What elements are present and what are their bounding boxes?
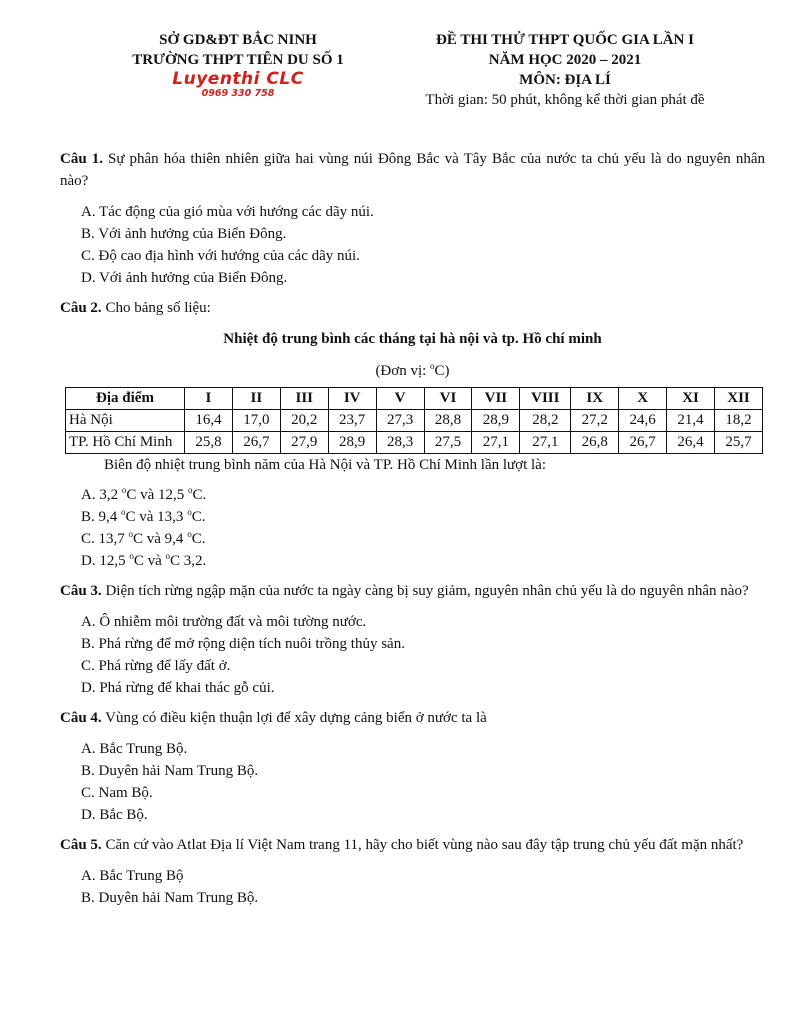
degree-symbol: o: [430, 361, 435, 371]
table-cell: 16,4: [185, 410, 233, 432]
option-a: A. Ô nhiễm môi trường đất và môi tường nước.: [81, 614, 367, 630]
option-text: C và 13,3: [125, 509, 188, 525]
header-cell: X: [619, 388, 667, 410]
option-text: C và 9,4: [133, 531, 188, 547]
option-text: C và 12,5: [126, 487, 189, 503]
table-cell: 26,7: [232, 432, 280, 454]
temperature-table: [65, 387, 763, 454]
exam-header: [0, 30, 800, 115]
option-c: [60, 528, 765, 550]
option-d: [60, 550, 765, 572]
option-b: B. Với ảnh hưởng của Biển Đông.: [81, 226, 287, 242]
header-cell: VII: [472, 388, 520, 410]
unit-suffix: C): [434, 363, 450, 379]
degree-symbol: o: [187, 529, 192, 539]
option-text: C.: [192, 487, 207, 503]
question-number: Câu 2.: [60, 300, 102, 316]
table-header-row: [66, 388, 763, 410]
option-a: A. Bắc Trung Bộ.: [81, 741, 188, 757]
table-cell: 27,5: [424, 432, 472, 454]
table-cell: 17,0: [232, 410, 280, 432]
option-a: [60, 484, 765, 506]
header-cell: IX: [571, 388, 619, 410]
option-a: A. Bắc Trung Bộ: [81, 868, 184, 884]
question-text: Vùng có điều kiện thuận lợi để xây dựng cảng biển ở nước ta là: [105, 710, 487, 726]
option-a: A. Tác động của gió mùa với hướng các dãy núi.: [81, 204, 374, 220]
option-text: C 3,2.: [170, 553, 207, 569]
table-cell: 28,8: [424, 410, 472, 432]
table-cell: 27,9: [280, 432, 328, 454]
question-number: Câu 4.: [60, 710, 102, 726]
option-b: B. Duyên hải Nam Trung Bộ.: [81, 763, 259, 779]
question-number: Câu 5.: [60, 837, 102, 853]
table-cell: 27,3: [376, 410, 424, 432]
header-cell: V: [376, 388, 424, 410]
header-cell: II: [232, 388, 280, 410]
question-2-options: [60, 484, 765, 572]
question-2-prompt: Biên độ nhiệt trung bình năm của Hà Nội và TP. Hồ Chí Minh lần lượt là:: [104, 457, 546, 473]
option-text: C.: [191, 531, 206, 547]
table-unit: [60, 360, 765, 382]
question-4-options: [60, 738, 765, 826]
table-cell: 28,9: [328, 432, 376, 454]
table-cell: 26,4: [667, 432, 715, 454]
option-d: D. Với ảnh hưởng của Biển Đông.: [81, 270, 288, 286]
degree-symbol: o: [128, 529, 134, 539]
unit-prefix: (Đơn vị:: [375, 363, 431, 379]
question-5-options: [60, 865, 765, 909]
question-2: [60, 297, 765, 319]
brand-phone: 0969 330 758: [201, 88, 275, 99]
option-text: D. 12,5: [81, 553, 130, 569]
table-row: [66, 410, 763, 432]
table-cell: 26,8: [571, 432, 619, 454]
question-1-options: [60, 201, 765, 289]
option-b: [60, 506, 765, 528]
table-cell: 27,1: [472, 432, 520, 454]
option-b: B. Duyên hải Nam Trung Bộ.: [81, 890, 259, 906]
degree-symbol: o: [129, 551, 134, 561]
header-cell: Địa điểm: [66, 388, 185, 410]
header-cell: IV: [328, 388, 376, 410]
question-1: [60, 148, 765, 192]
option-d: D. Phá rừng để khai thác gỗ củi.: [81, 680, 275, 696]
option-d: D. Bắc Bộ.: [81, 807, 148, 823]
table-cell: 27,2: [571, 410, 619, 432]
option-text: C. 13,7: [81, 531, 129, 547]
degree-symbol: o: [188, 485, 193, 495]
table-cell: 28,9: [472, 410, 520, 432]
table-cell: 26,7: [619, 432, 667, 454]
header-cell: I: [185, 388, 233, 410]
header-cell: XI: [667, 388, 715, 410]
degree-symbol: o: [121, 485, 127, 495]
option-c: C. Nam Bộ.: [81, 785, 153, 801]
table-cell: 23,7: [328, 410, 376, 432]
option-text: B. 9,4: [81, 509, 122, 525]
table-cell: 28,2: [520, 410, 571, 432]
question-text: Diện tích rừng ngập mặn của nước ta ngày càng bị suy giảm, nguyên nhân chủ yếu là do nguyên nhân nào?: [105, 583, 749, 599]
table-cell: 25,8: [185, 432, 233, 454]
degree-symbol: o: [187, 507, 192, 517]
question-number: Câu 1.: [60, 151, 103, 167]
exam-content: [60, 148, 765, 917]
table-cell: 27,1: [520, 432, 571, 454]
table-cell: 18,2: [715, 410, 763, 432]
option-text: A. 3,2: [81, 487, 122, 503]
exam-title-block: [400, 30, 730, 110]
table-cell: 28,3: [376, 432, 424, 454]
table-cell: 25,7: [715, 432, 763, 454]
option-b: B. Phá rừng để mở rộng diện tích nuôi trồng thủy sản.: [81, 636, 405, 652]
question-3-options: [60, 611, 765, 699]
table-row: [66, 432, 763, 454]
option-text: C và: [133, 553, 166, 569]
subject: MÔN: ĐỊA LÍ: [519, 72, 611, 88]
question-text: Căn cứ vào Atlat Địa lí Việt Nam trang 11, hãy cho biết vùng nào sau đây tập trung chủ yếu đất mặn nhất?: [105, 837, 744, 853]
school-year: NĂM HỌC 2020 – 2021: [488, 52, 642, 68]
question-number: Câu 3.: [60, 583, 102, 599]
table-cell: 24,6: [619, 410, 667, 432]
question-3: [60, 580, 765, 602]
question-4: [60, 707, 765, 729]
department-name: SỞ GD&ĐT BẮC NINH: [159, 32, 317, 48]
question-text: Cho bảng số liệu:: [105, 300, 211, 316]
question-5: [60, 834, 765, 856]
table-cell: 20,2: [280, 410, 328, 432]
header-cell: XII: [715, 388, 763, 410]
time-limit: Thời gian: 50 phút, không kể thời gian phát đề: [425, 92, 705, 108]
school-name: TRƯỜNG THPT TIÊN DU SỐ 1: [132, 52, 344, 68]
exam-title: ĐỀ THI THỬ THPT QUỐC GIA LẦN I: [436, 32, 694, 48]
question-text: Sự phân hóa thiên nhiên giữa hai vùng núi Đông Bắc và Tây Bắc của nước ta chủ yếu là do nguyên nhân nào?: [60, 151, 765, 189]
header-cell: VI: [424, 388, 472, 410]
option-text: C.: [191, 509, 206, 525]
table-cell: 21,4: [667, 410, 715, 432]
header-cell: VIII: [520, 388, 571, 410]
table-cell: Hà Nội: [66, 410, 185, 432]
header-cell: III: [280, 388, 328, 410]
degree-symbol: o: [165, 551, 171, 561]
option-c: C. Độ cao địa hình với hướng của các dãy núi.: [81, 248, 360, 264]
table-title: Nhiệt độ trung bình các tháng tại hà nội và tp. Hồ chí minh: [223, 331, 602, 347]
school-block: [88, 30, 388, 99]
option-c: C. Phá rừng để lấy đất ở.: [81, 658, 231, 674]
table-cell: TP. Hồ Chí Minh: [66, 432, 185, 454]
degree-symbol: o: [121, 507, 126, 517]
brand-logo-text: Luyenthi CLC: [172, 69, 304, 89]
